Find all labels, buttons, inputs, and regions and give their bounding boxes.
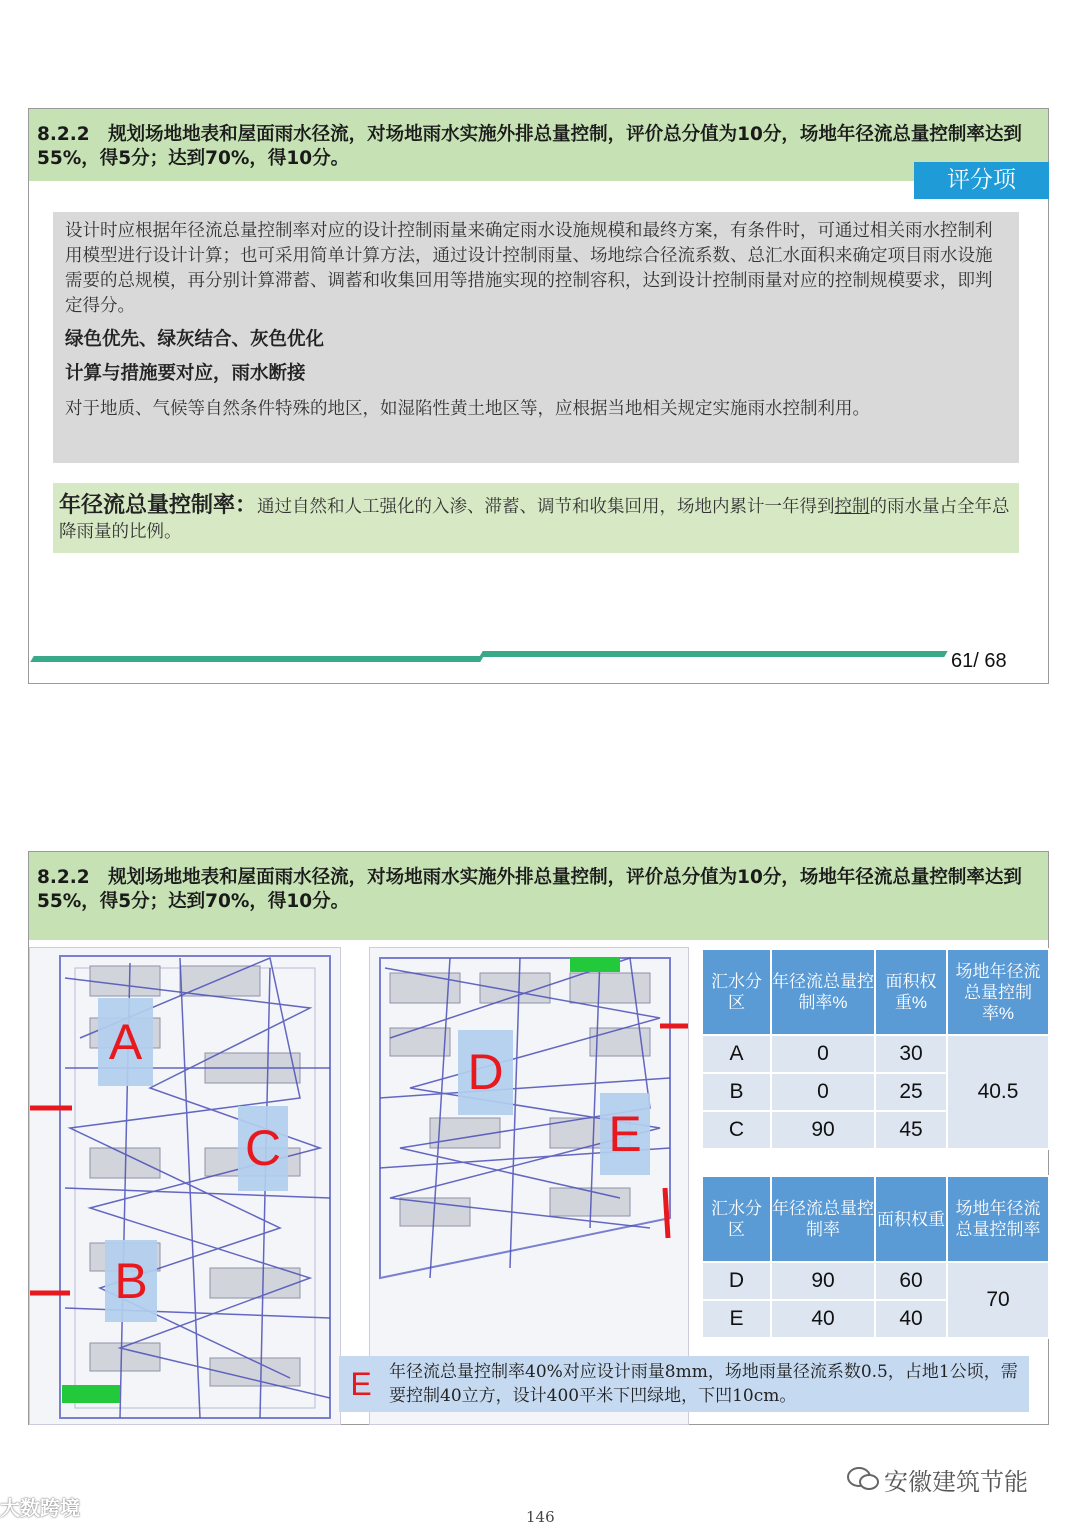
wechat-icon [846,1466,880,1492]
document-page-number: 146 [526,1508,555,1526]
table1-total: 40.5 [948,1036,1048,1148]
rate-table-de-grid [701,1175,1050,1339]
table1-weight: 25 [876,1074,946,1110]
rate-table-abc [701,948,1050,1150]
table1-header-site-rate: 场地年径流总量控制率% [948,950,1048,1034]
footer-bar-right [479,651,947,657]
zone-label-b: B [105,1240,157,1322]
table-row [703,1263,1048,1299]
scoring-item-badge: 评分项 [914,162,1049,199]
zone-label-e: E [600,1093,650,1175]
table2-header-weight: 面积权重 [876,1177,946,1261]
table1-header-rate: 年径流总量控制率% [772,950,874,1034]
table1-zone: B [703,1074,770,1110]
slide-case-study [28,851,1049,1425]
table1-rate: 0 [772,1074,874,1110]
note-zone-letter: E [350,1366,372,1402]
site-plan-right-drawing [370,948,689,1425]
table2-header-site-rate: 场地年径流总量控制率 [948,1177,1048,1261]
table1-zone: A [703,1036,770,1072]
table2-rate: 90 [772,1263,874,1299]
footer-bar-left [30,656,483,662]
principle-green-first: 绿色优先、绿灰结合、灰色优化 [65,329,325,350]
zone-label-d: D [458,1030,513,1115]
table2-weight: 40 [876,1301,946,1337]
table2-header-zone: 汇水分区 [703,1177,770,1261]
table1-weight: 30 [876,1036,946,1072]
principle-calculation: 计算与措施要对应，雨水断接 [65,363,306,384]
table1-weight: 45 [876,1112,946,1148]
definition-underlined: 控制 [834,497,870,517]
table1-rate: 0 [772,1036,874,1072]
table1-zone: C [703,1112,770,1148]
table2-header-rate: 年径流总量控制率 [772,1177,874,1261]
special-region-paragraph: 对于地质、气候等自然条件特殊的地区，如湿陷性黄土地区等，应根据当地相关规定实施雨水控制利用。 [65,399,870,419]
site-plan-right [369,947,689,1425]
definition-term: 年径流总量控制率： [59,492,258,518]
site-plan-left [29,947,341,1425]
slide-scoring-item [28,108,1049,684]
clause-header: 8.2.2 规划场地地表和屋面雨水径流，对场地雨水实施外排总量控制，评价总分值为10分，场地年径流总量控制率达到55%，得5分；达到70%，得10分。 [29,109,1048,181]
explanation-box [53,212,1019,463]
definition-box [53,483,1019,553]
table2-zone: D [703,1263,770,1299]
definition-text-b: 的雨水量占全年总降雨量的比例。 [59,497,1010,542]
rate-table-de [701,1175,1050,1339]
table2-rate: 40 [772,1301,874,1337]
zone-label-c: C [238,1106,288,1191]
design-method-paragraph: 设计时应根据年径流总量控制率对应的设计控制雨量来确定雨水设施规模和最终方案，有条件时，可通过相关雨水控制利用模型进行设计计算；也可采用简单计算方法，通过设计控制雨量、场地综合径流系数、总汇水面积来确定项目雨水设施需要的总规模，再分别计算滞蓄、调蓄和收集回用等措施实现的控制容积，达到设计控制雨量对应的控制规模要求，即判定得分。 [65,221,993,316]
slide-page-number: 61/ 68 [951,650,1007,672]
site-plan-left-drawing [30,948,341,1425]
table1-header-weight: 面积权重% [876,950,946,1034]
definition-text-a: 通过自然和人工强化的入渗、滞蓄、调节和收集回用，场地内累计一年得到 [257,497,835,517]
note-text: 年径流总量控制率40%对应设计雨量8mm，场地雨量径流系数0.5，占地1公顷，需要控制40立方，设计400平米下凹绿地，下凹10cm。 [389,1362,1018,1406]
table1-rate: 90 [772,1112,874,1148]
table-row [703,1036,1048,1072]
table1-header-zone: 汇水分区 [703,950,770,1034]
clause-header: 8.2.2 规划场地地表和屋面雨水径流，对场地雨水实施外排总量控制，评价总分值为10分，场地年径流总量控制率达到55%，得5分；达到70%，得10分。 [29,852,1048,940]
zone-e-note [339,1356,1029,1412]
publisher-watermark: 安徽建筑节能 [884,1468,1028,1496]
zone-label-a: A [98,998,153,1086]
rate-table-abc-grid [701,948,1050,1150]
table2-weight: 60 [876,1263,946,1299]
table2-total: 70 [948,1263,1048,1337]
table2-zone: E [703,1301,770,1337]
corner-watermark: 大数跨境 [0,1496,80,1520]
